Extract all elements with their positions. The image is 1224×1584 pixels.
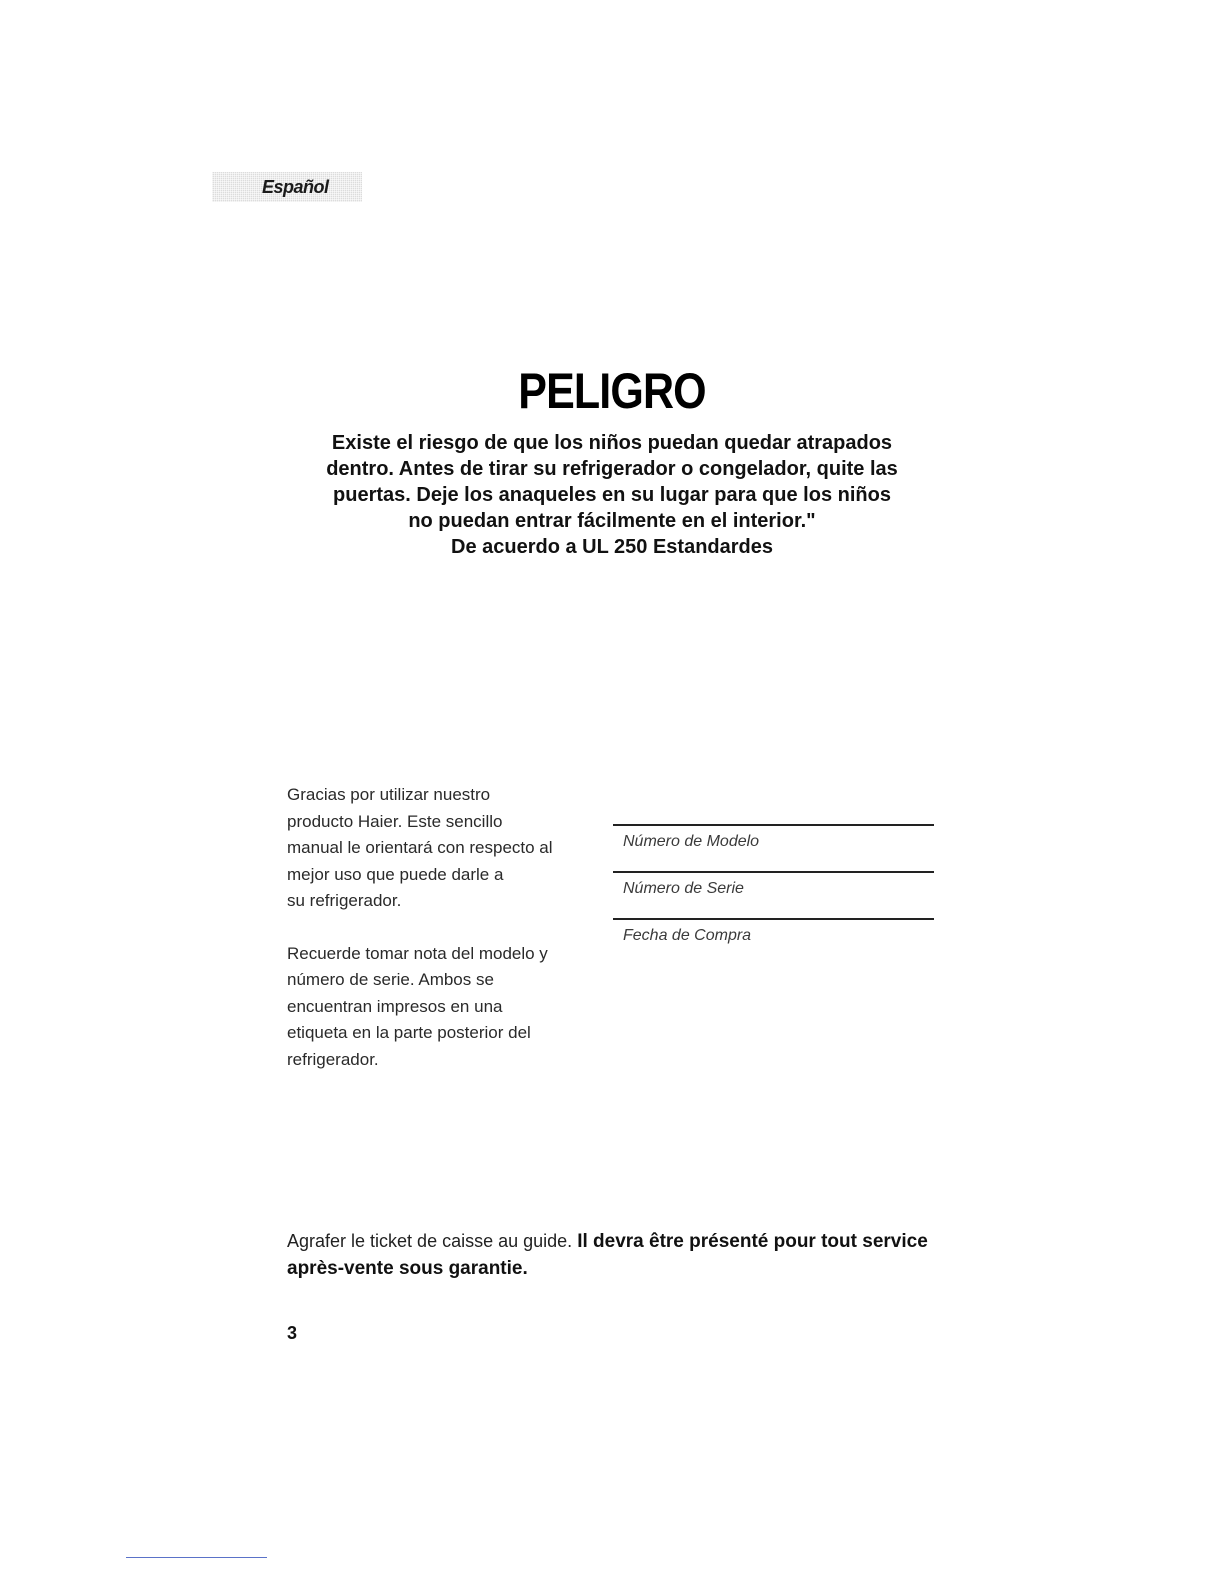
language-tab <box>212 172 362 202</box>
text-line: número de serie. Ambos se <box>287 970 494 989</box>
text-line: Recuerde tomar nota del modelo y <box>287 943 548 963</box>
footer-divider <box>126 1557 267 1558</box>
purchase-date-field <box>613 918 934 965</box>
text-line: producto Haier. Este sencillo <box>287 811 503 831</box>
text-line: encuentran impresos en una <box>287 996 503 1016</box>
text-line: su refrigerador. <box>287 891 402 910</box>
intro-text <box>287 782 597 1073</box>
product-record-fields <box>613 824 934 965</box>
text-line: etiqueta en la parte posterior del <box>287 1023 531 1042</box>
warning-line: puertas. Deje los anaqueles en su lugar para que los niños <box>333 484 891 506</box>
text-line: refrigerador. <box>287 1049 379 1069</box>
record-reminder-paragraph <box>287 941 597 1074</box>
receipt-note-normal: Agrafer le ticket de caisse au guide. <box>287 1231 573 1251</box>
page-number: 3 <box>287 1323 298 1343</box>
language-tab-label: Español <box>262 177 329 197</box>
model-number-label: Número de Modelo <box>623 833 760 850</box>
purchase-date-label: Fecha de Compra <box>623 927 752 944</box>
serial-number-label: Número de Serie <box>623 880 744 897</box>
serial-number-field <box>613 871 934 918</box>
warning-line: Existe el riesgo de que los niños puedan quedar atrapados <box>331 432 893 454</box>
model-number-field <box>613 824 934 871</box>
danger-warning-text <box>240 430 984 560</box>
text-line: mejor uso que puede darle a <box>287 864 504 884</box>
receipt-note-bold: Il devra être présenté pour tout service après-vente sous garantie. <box>287 1231 928 1279</box>
thanks-paragraph <box>287 782 597 915</box>
danger-title: PELIGRO <box>518 363 706 419</box>
text-line: manual le orientará con respecto al <box>287 838 553 857</box>
warning-line: no puedan entrar fácilmente en el interior." <box>408 510 816 532</box>
warning-line: dentro. Antes de tirar su refrigerador o congelador, quite las <box>326 458 898 480</box>
receipt-note <box>287 1228 937 1282</box>
text-line: Gracias por utilizar nuestro <box>287 785 491 804</box>
standard-reference: De acuerdo a UL 250 Estandardes <box>451 536 773 558</box>
